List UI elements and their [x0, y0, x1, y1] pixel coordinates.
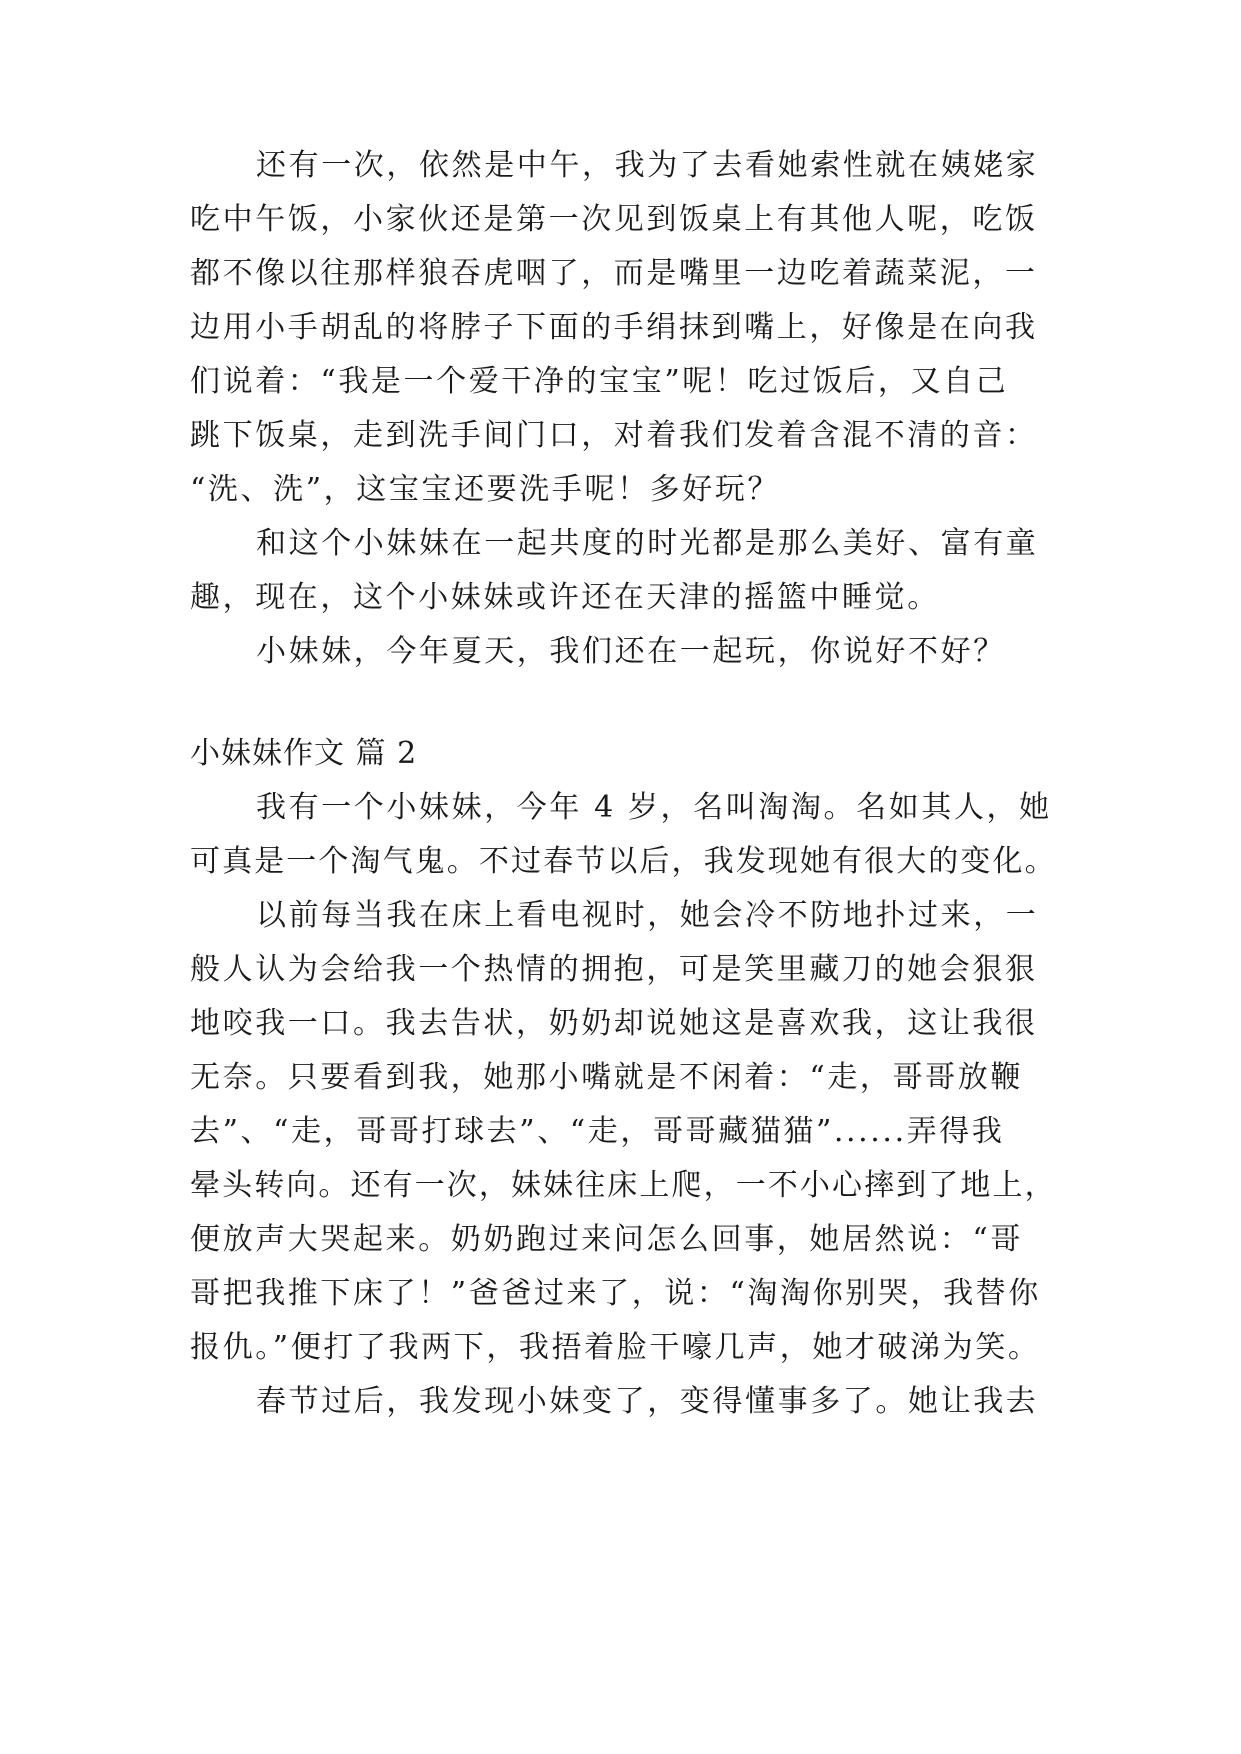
- paragraph-line: 报仇。”便打了我两下，我捂着脸干嚎几声，她才破涕为笑。: [190, 1330, 1041, 1365]
- paragraph-line: 跳下饭桌，走到洗手间门口，对着我们发着含混不清的音：: [190, 418, 1038, 453]
- paragraph-line: 都不像以往那样狼吞虎咽了，而是嘴里一边吃着蔬菜泥，一: [190, 256, 1038, 291]
- paragraph-line: 边用小手胡乱的将脖子下面的手绢抹到嘴上，好像是在向我: [190, 310, 1038, 345]
- paragraph-line: 去”、“走，哥哥打球去”、“走，哥哥藏猫猫”......弄得我: [190, 1114, 1005, 1149]
- paragraph-line: 哥把我推下床了！”爸爸过来了，说：“淘淘你别哭，我替你: [190, 1276, 1041, 1311]
- paragraph-line: 趣，现在，这个小妹妹或许还在天津的摇篮中睡觉。: [190, 580, 940, 615]
- paragraph-line: 们说着：“我是一个爱干净的宝宝”呢！吃过饭后，又自己: [190, 364, 1009, 399]
- paragraph-line: 无奈。只要看到我，她那小嘴就是不闲着：“走，哥哥放鞭: [190, 1060, 1023, 1095]
- paragraph-line: 和这个小妹妹在一起共度的时光都是那么美好、富有童: [256, 526, 1039, 561]
- paragraph-line: 我有一个小妹妹，今年 4 岁，名叫淘淘。名如其人，她: [256, 790, 1052, 825]
- paragraph-line: “洗、洗”，这宝宝还要洗手呢！多好玩？: [190, 472, 781, 507]
- paragraph-line: 春节过后，我发现小妹变了，变得懂事多了。她让我去: [256, 1384, 1039, 1419]
- paragraph-line: 吃中午饭，小家伙还是第一次见到饭桌上有其他人呢，吃饭: [190, 202, 1038, 237]
- paragraph-line: 地咬我一口。我去告状，奶奶却说她这是喜欢我，这让我很: [190, 1006, 1038, 1041]
- paragraph-line: 便放声大哭起来。奶奶跑过来问怎么回事，她居然说：“哥: [190, 1222, 1023, 1257]
- paragraph-line: 晕头转向。还有一次，妹妹往床上爬，一不小心摔到了地上，: [190, 1168, 1057, 1203]
- section-heading: 小妹妹作文 篇 2: [190, 736, 418, 771]
- paragraph-line: 小妹妹，今年夏天，我们还在一起玩，你说好不好？: [256, 634, 1006, 669]
- paragraph-line: 般人认为会给我一个热情的拥抱，可是笑里藏刀的她会狠狠: [190, 952, 1038, 987]
- paragraph-line: 可真是一个淘气鬼。不过春节以后，我发现她有很大的变化。: [190, 844, 1057, 879]
- paragraph-line: 还有一次，依然是中午，我为了去看她索性就在姨姥家: [256, 148, 1039, 183]
- paragraph-line: 以前每当我在床上看电视时，她会冷不防地扑过来，一: [256, 898, 1039, 933]
